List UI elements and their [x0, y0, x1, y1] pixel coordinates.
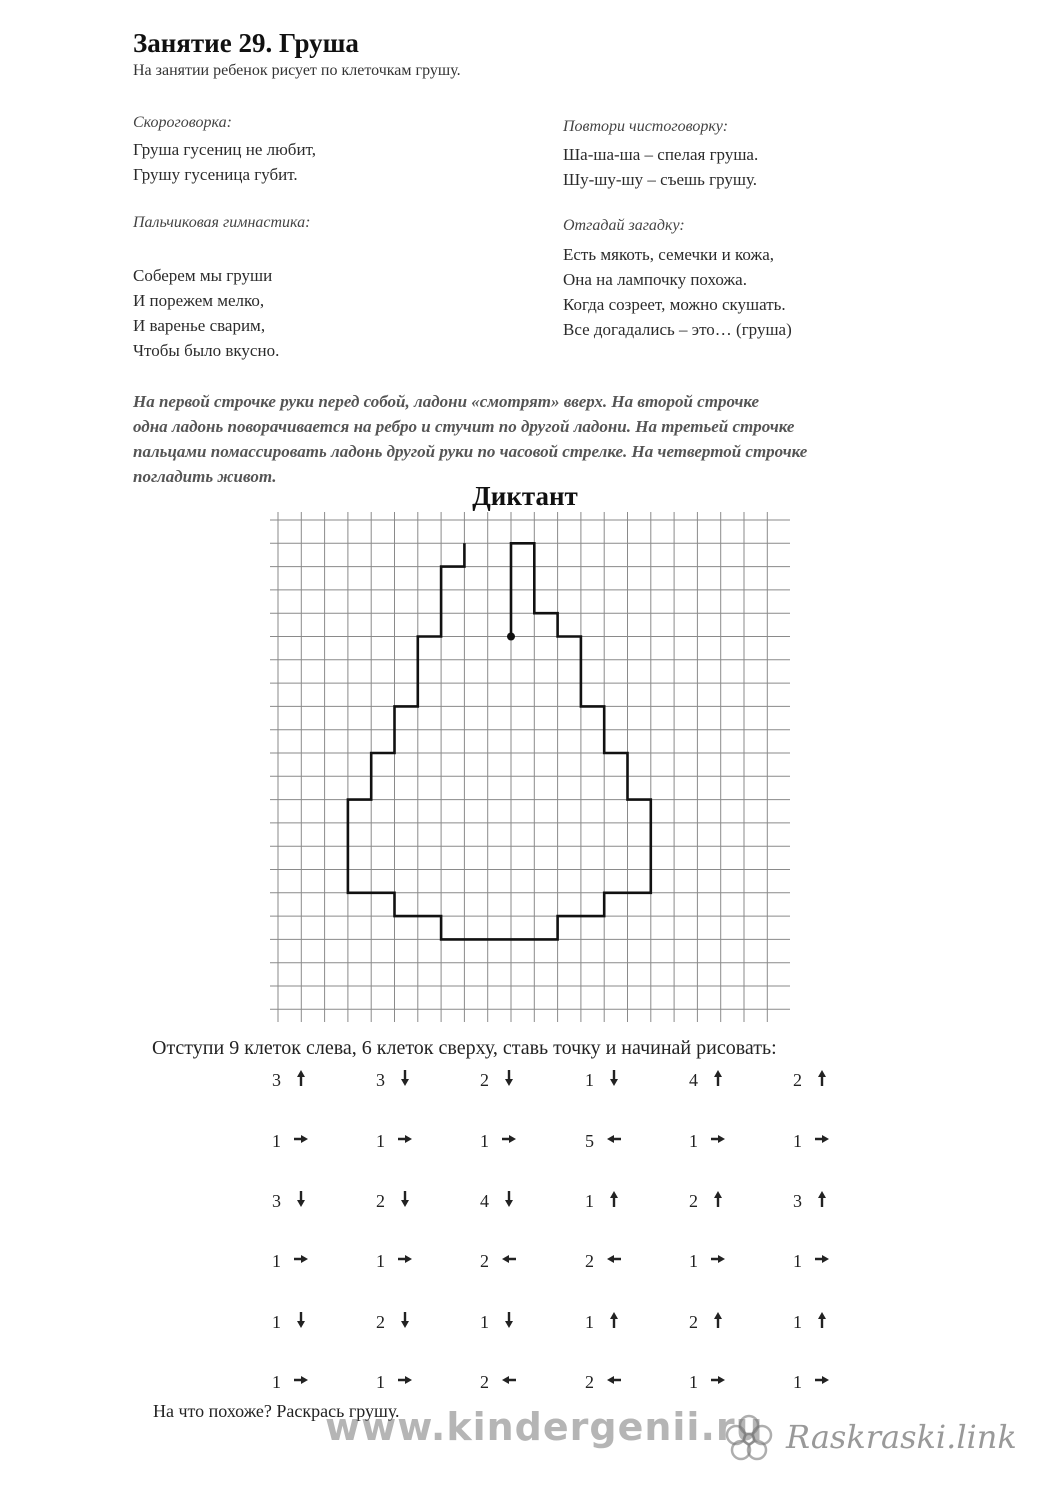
step-count: 1	[376, 1371, 385, 1392]
dictation-step	[272, 1068, 352, 1092]
dictation-step	[480, 1068, 560, 1092]
dictation-step	[689, 1129, 769, 1153]
dictation-step	[376, 1370, 456, 1394]
riddle-line: Все догадались – это… (груша)	[563, 320, 792, 339]
step-count: 1	[689, 1130, 698, 1151]
step-count: 1	[585, 1190, 594, 1211]
dictation-step	[793, 1129, 873, 1153]
step-count: 2	[480, 1250, 489, 1271]
step-count: 2	[376, 1311, 385, 1332]
step-count: 2	[793, 1069, 802, 1090]
dictation-step	[585, 1129, 665, 1153]
brand-watermark: Raskraski.link	[786, 1418, 1017, 1456]
arrow-up-icon	[814, 1190, 830, 1213]
dictation-step	[585, 1068, 665, 1092]
step-count: 1	[793, 1371, 802, 1392]
step-count: 1	[793, 1311, 802, 1332]
dictation-step	[272, 1249, 352, 1273]
dictation-step	[376, 1189, 456, 1213]
step-count: 3	[272, 1190, 281, 1211]
arrow-right-icon	[710, 1250, 726, 1273]
arrow-left-icon	[606, 1130, 622, 1153]
start-dot	[507, 633, 515, 641]
tongue-twister-line: Груша гусениц не любит,	[133, 140, 316, 159]
dictation-step	[793, 1310, 873, 1334]
tongue-twister-line: Грушу гусеница губит.	[133, 165, 298, 184]
riddle-line: Она на лампочку похожа.	[563, 270, 747, 289]
arrow-down-icon	[501, 1069, 517, 1092]
instruction-line: пальцами помассировать ладонь другой руки по часовой стрелке. На четвертой строчке	[133, 442, 808, 461]
coloring-question: На что похоже? Раскрась грушу.	[153, 1401, 400, 1421]
step-count: 2	[585, 1250, 594, 1271]
riddle-label: Отгадай загадку:	[563, 217, 685, 234]
dictation-step	[272, 1129, 352, 1153]
dictation-step	[376, 1129, 456, 1153]
arrow-right-icon	[397, 1371, 413, 1394]
dictation-step	[793, 1068, 873, 1092]
flower-logo-icon	[722, 1412, 776, 1466]
finger-gym-line: Соберем мы груши	[133, 266, 273, 285]
dictation-step	[793, 1370, 873, 1394]
step-count: 3	[793, 1190, 802, 1211]
arrow-down-icon	[397, 1311, 413, 1334]
dictation-step	[480, 1129, 560, 1153]
arrow-down-icon	[501, 1311, 517, 1334]
dictation-step	[793, 1189, 873, 1213]
dictation-step	[689, 1310, 769, 1334]
arrow-right-icon	[397, 1130, 413, 1153]
dictation-step	[689, 1249, 769, 1273]
step-count: 1	[689, 1371, 698, 1392]
dictation-step	[480, 1249, 560, 1273]
arrow-right-icon	[814, 1130, 830, 1153]
step-count: 1	[585, 1311, 594, 1332]
dictation-grid	[270, 512, 790, 1022]
arrow-up-icon	[814, 1069, 830, 1092]
step-count: 1	[272, 1371, 281, 1392]
dictation-step	[689, 1189, 769, 1213]
arrow-down-icon	[501, 1190, 517, 1213]
arrow-down-icon	[293, 1190, 309, 1213]
finger-gym-label: Пальчиковая гимнастика:	[133, 214, 311, 231]
tongue-twister-label: Скороговорка:	[133, 114, 232, 131]
riddle-line: Есть мякоть, семечки и кожа,	[563, 245, 774, 264]
dictation-title: Диктант	[472, 481, 578, 511]
step-count: 1	[272, 1130, 281, 1151]
finger-gym-line: И варенье сварим,	[133, 316, 266, 335]
dictation-step	[585, 1310, 665, 1334]
arrow-right-icon	[710, 1371, 726, 1394]
arrow-right-icon	[293, 1250, 309, 1273]
arrow-right-icon	[710, 1130, 726, 1153]
step-count: 2	[376, 1190, 385, 1211]
page-title: Занятие 29. Груша	[133, 28, 359, 58]
arrow-down-icon	[293, 1311, 309, 1334]
step-count: 1	[272, 1311, 281, 1332]
arrow-left-icon	[606, 1371, 622, 1394]
step-count: 2	[585, 1371, 594, 1392]
dictation-instruction: Отступи 9 клеток слева, 6 клеток сверху, ставь точку и начинай рисовать:	[152, 1037, 777, 1059]
step-count: 1	[793, 1130, 802, 1151]
arrow-left-icon	[501, 1250, 517, 1273]
arrow-right-icon	[397, 1250, 413, 1273]
arrow-up-icon	[710, 1190, 726, 1213]
page-subtitle: На занятии ребенок рисует по клеточкам грушу.	[133, 62, 461, 79]
dictation-step	[689, 1370, 769, 1394]
finger-gym-line: Чтобы было вкусно.	[133, 341, 280, 360]
step-count: 1	[376, 1130, 385, 1151]
arrow-up-icon	[814, 1311, 830, 1334]
arrow-up-icon	[606, 1311, 622, 1334]
step-count: 2	[689, 1311, 698, 1332]
arrow-down-icon	[606, 1069, 622, 1092]
step-count: 1	[480, 1311, 489, 1332]
pure-phrase-line: Шу-шу-шу – съешь грушу.	[563, 170, 758, 189]
dictation-step	[480, 1370, 560, 1394]
step-count: 2	[480, 1371, 489, 1392]
arrow-up-icon	[710, 1311, 726, 1334]
dictation-step	[793, 1249, 873, 1273]
step-count: 1	[376, 1250, 385, 1271]
step-count: 4	[689, 1069, 698, 1090]
arrow-left-icon	[606, 1250, 622, 1273]
step-count: 3	[272, 1069, 281, 1090]
arrow-down-icon	[397, 1190, 413, 1213]
step-count: 1	[480, 1130, 489, 1151]
step-count: 1	[585, 1069, 594, 1090]
pure-phrase-label: Повтори чистоговорку:	[563, 118, 729, 135]
dictation-step	[272, 1310, 352, 1334]
dictation-step	[480, 1189, 560, 1213]
arrow-left-icon	[501, 1371, 517, 1394]
dictation-step	[272, 1189, 352, 1213]
step-count: 1	[689, 1250, 698, 1271]
step-count: 2	[689, 1190, 698, 1211]
step-count: 5	[585, 1130, 594, 1151]
arrow-right-icon	[293, 1371, 309, 1394]
dictation-step	[585, 1370, 665, 1394]
dictation-step	[376, 1068, 456, 1092]
site-watermark: www.kindergenii.ru	[325, 1405, 764, 1449]
arrow-right-icon	[814, 1250, 830, 1273]
step-count: 2	[480, 1069, 489, 1090]
dictation-step	[480, 1310, 560, 1334]
step-count: 3	[376, 1069, 385, 1090]
dictation-step	[689, 1068, 769, 1092]
arrow-up-icon	[293, 1069, 309, 1092]
dictation-step	[585, 1189, 665, 1213]
step-count: 4	[480, 1190, 489, 1211]
arrow-down-icon	[397, 1069, 413, 1092]
instruction-line: погладить живот.	[133, 467, 277, 486]
instruction-line: На первой строчке руки перед собой, ладони «смотрят» вверх. На второй строчке	[133, 392, 760, 411]
step-count: 1	[793, 1250, 802, 1271]
arrow-right-icon	[814, 1371, 830, 1394]
arrow-up-icon	[606, 1190, 622, 1213]
dictation-step	[376, 1249, 456, 1273]
exercise-instructions	[133, 389, 943, 489]
dictation-step	[376, 1310, 456, 1334]
step-count: 1	[272, 1250, 281, 1271]
dictation-step	[585, 1249, 665, 1273]
arrow-right-icon	[501, 1130, 517, 1153]
arrow-right-icon	[293, 1130, 309, 1153]
pure-phrase-line: Ша-ша-ша – спелая груша.	[563, 145, 759, 164]
riddle-line: Когда созреет, можно скушать.	[563, 295, 786, 314]
instruction-line: одна ладонь поворачивается на ребро и стучит по другой ладони. На третьей строчке	[133, 417, 795, 436]
arrow-up-icon	[710, 1069, 726, 1092]
pear-outline	[348, 543, 651, 939]
finger-gym-line: И порежем мелко,	[133, 291, 265, 310]
dictation-step	[272, 1370, 352, 1394]
